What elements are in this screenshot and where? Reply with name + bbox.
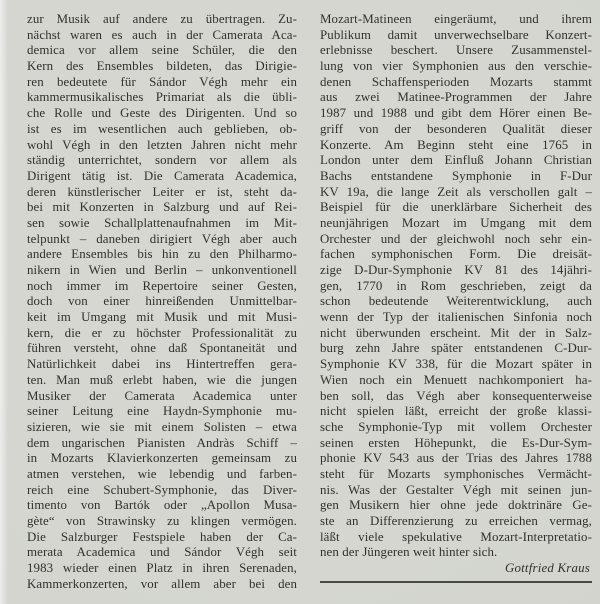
text-line: ren bedeutete für Sándor Végh mehr ein [27,74,297,89]
left-column [27,12,297,592]
text-line: doch von einer hinreißenden Unmittelbar- [27,294,297,309]
text-line: demica vor allem seine Schüler, die den [27,43,297,58]
text-line: Symphonie KV 338, für die Mozart später in [320,357,592,372]
text-line: schon bedeutende Weiterentwicklung, auch [320,294,592,309]
text-line: atmen verstehen, wie lebendig und farben- [27,466,297,481]
text-line: Publikum damit unverwechselbare Konzert- [320,27,592,42]
text-line: aus zwei Matinee-Programmen der Jahre [320,90,592,105]
text-line: nen der Jüngeren weit hinter sich. [320,545,498,560]
text-line: deren künstlerischer Leiter er ist, steht da- [27,184,297,199]
text-line: nicht spielen läßt, erreicht der große klassi- [320,404,592,419]
text-line: London unter dem Einfluß Johann Christian [320,153,592,168]
text-line: andere Ensembles bis hin zu den Philharmo- [27,247,297,262]
text-line: kern, die er zu höchster Professionalität zu [27,325,297,340]
text-line: dem ungarischen Pianisten Andràs Schiff – [27,435,297,450]
text-line: gète“ von Strawinsky zu klingen vermögen. [27,514,297,528]
text-line: burg zehn Jahre später entstandenen C-Dur- [320,341,592,356]
text-line: sche Symphonie-Typ mit vollem Orchester [320,419,592,434]
text-line: Orchester und der gleichwohl noch sehr ein- [320,231,592,246]
text-line: Natürlichkeit dabei ins Hintertreffen gera- [27,357,297,372]
author-signature: Gottfried Kraus [504,561,590,576]
text-line: Dirigent tätig ist. Die Camerata Academica, [27,168,297,183]
text-line: griff von der besonderen Qualität dieser [320,121,592,136]
text-line: kammermusikalisches Primariat als die übli- [27,90,297,105]
text-line: ständig unterrichtet, sondern vor allem als [27,153,297,168]
text-line: erlebnisse beschert. Unsere Zusammenstel- [320,43,592,58]
text-line: sizieren, wie sie mit einem Solisten – etwa [27,419,297,434]
text-line: Die Salzburger Festspiele haben der Ca- [27,529,297,544]
text-line: KV 19a, die lange Zeit als verschollen galt – [320,184,592,199]
text-line: nis. Was der Gestalter Végh mit seinen jun- [320,482,592,497]
bottom-rule [320,581,592,583]
text-line: lung von vier Symphonien aus den verschie- [320,59,592,74]
text-line: phonie KV 543 aus der Trias des Jahres 1788 [320,451,592,466]
text-line: che Rolle und Geste des Dirigenten. Und so [27,106,297,121]
text-line: führen versteht, ohne daß Spontaneität und [27,341,297,356]
text-line: in Mozarts Klavierkonzerten gemeinsam zu [27,451,297,466]
text-line: reich eine Schubert-Symphonie, das Diver- [27,482,297,497]
text-line: sen sowie Schallplattenaufnahmen im Mit- [27,215,297,230]
text-line: zur Musik auf andere zu übertragen. Zu- [27,12,297,26]
text-line: merata Academica und Sándor Végh seit [27,545,297,560]
text-line: timento von Bartók oder „Apollon Musa- [27,498,297,513]
text-line: 1987 und 1988 und gibt dem Hörer einen Be- [320,106,592,121]
text-line: gen, 1770 in Rom geschrieben, zeigt da [320,278,592,293]
text-line: ste an Differenzierung zu erreichen vermag, [320,514,592,528]
text-line: nicht überwunden erscheint. Mit der in Salz- [320,325,592,340]
text-line: neunjährigen Mozart im Umgang mit dem [320,215,592,230]
text-line: seinen ersten Höhepunkt, die Es-Dur-Sym- [320,435,592,450]
right-column [320,12,592,592]
text-line: Mozart-Matineen eingeräumt, und ihrem [320,12,592,26]
text-line: wenn der Typ der italienischen Sinfonia noch [320,310,592,325]
text-line: Beispiel für die unerklärbare Sicherheit des [320,200,592,215]
text-line: ten. Man muß erlebt haben, wie die jungen [27,372,297,387]
text-line: Bachs entstandene Symphonie in F-Dur [320,168,592,183]
text-line: läßt viele spekulative Mozart-Interpretatio- [320,529,592,544]
text-line: denen Schaffensperioden Mozarts stammt [320,74,592,89]
text-line: wohl Végh in den letzten Jahren nicht mehr [27,137,297,152]
text-line: Wien noch ein Menuett nachkomponiert ha- [320,372,592,387]
text-line: ben soll, das Végh aber konsequenterweise [320,388,592,403]
text-line: bei mit Konzerten in Salzburg und auf Rei- [27,200,297,215]
text-line: fachen symphonischen Form. Die dreisät- [320,247,592,262]
text-line: 1983 wieder einen Platz in ihren Serenaden, [27,561,297,576]
text-line: keit im Umgang mit Musik und mit Musi- [27,310,297,325]
text-line: zige D-Dur-Symphonie KV 81 des 14jähri- [320,263,592,277]
text-line: ist es im wesentlichen auch geblieben, ob- [27,121,297,136]
text-line: noch immer im Repertoire seiner Gesten, [27,278,297,293]
text-line: Musiker der Camerata Academica unter [27,388,297,403]
text-line: Kammerkonzerten, vor allem aber bei den [27,576,297,591]
two-column-text-block [27,12,592,592]
text-line: nikern in Wien und Berlin – unkonventionell [27,263,297,277]
text-line: nächst waren es auch in der Camerata Aca- [27,27,297,42]
right-column-text [320,12,592,561]
text-line: Kern des Ensembles bildeten, das Dirigie- [27,59,297,74]
text-line: Konzerte. Am Beginn steht eine 1765 in [320,137,592,152]
text-line: telpunkt – daneben dirigiert Végh aber auch [27,231,297,246]
text-line: steht für Mozarts symphonisches Vermächt- [320,466,592,481]
text-line: gen Musikern hier ohne jede doktrinäre Ge- [320,498,592,513]
text-line: seiner Leitung eine Haydn-Symphonie mu- [27,404,297,419]
